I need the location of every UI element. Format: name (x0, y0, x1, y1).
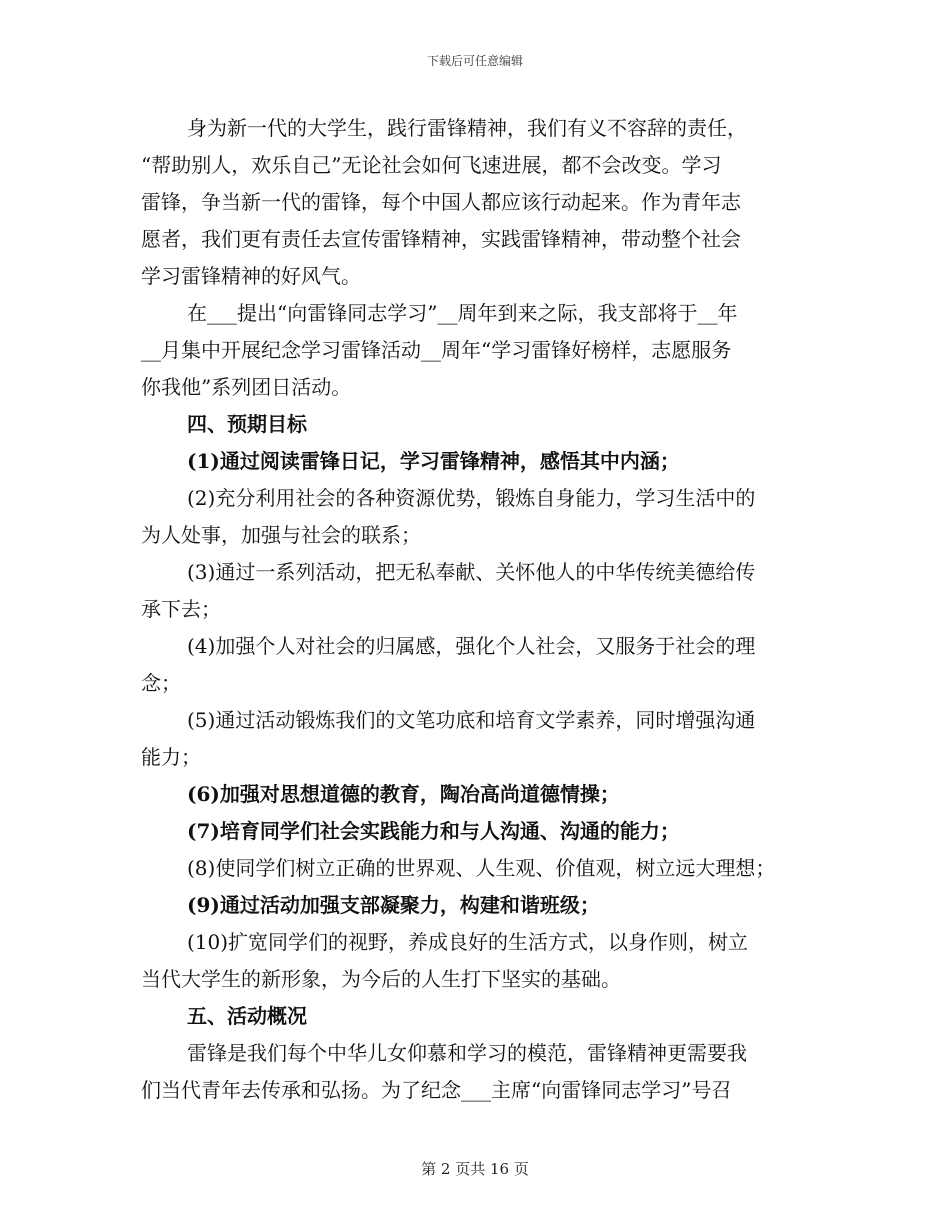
text-line: 身为新一代的大学生，践行雷锋精神，我们有义不容辞的责任， (187, 116, 747, 140)
text-line: 念； (141, 671, 181, 695)
text-line: (3)通过一系列活动，把无私奉献、关怀他人的中华传统美德给传 (187, 560, 756, 584)
section-line-bold: (7)培育同学们社会实践能力和与人沟通、沟通的能力； (187, 819, 680, 843)
text-line: 在___提出“向雷锋同志学习”__周年到来之际，我支部将于__年 (187, 301, 738, 325)
text-line: (4)加强个人对社会的归属感，强化个人社会，又服务于社会的理 (187, 634, 756, 658)
section-line-bold: (1)通过阅读雷锋日记，学习雷锋精神，感悟其中内涵； (187, 449, 680, 473)
text-line: 雷锋是我们每个中华儿女仰慕和学习的模范，雷锋精神更需要我 (187, 1041, 747, 1065)
text-line: __月集中开展纪念学习雷锋活动__周年“学习雷锋好榜样，志愿服务 (141, 338, 732, 362)
text-line: 愿者，我们更有责任去宣传雷锋精神，实践雷锋精神，带动整个社会 (141, 227, 741, 251)
text-line: 能力； (141, 745, 201, 769)
text-line: (8)使同学们树立正确的世界观、人生观、价值观，树立远大理想； (187, 856, 776, 880)
text-line: 雷锋，争当新一代的雷锋，每个中国人都应该行动起来。作为青年志 (141, 190, 741, 214)
text-line: “帮助别人，欢乐自己”无论社会如何飞速进展，都不会改变。学习 (141, 153, 722, 177)
section-line-bold: (9)通过活动加强支部凝聚力，构建和谐班级； (187, 893, 600, 917)
text-line: 你我他”系列团日活动。 (141, 375, 352, 399)
text-line: 们当代青年去传承和弘扬。为了纪念___主席“向雷锋同志学习”号召 (141, 1078, 732, 1102)
text-line: (2)充分利用社会的各种资源优势，锻炼自身能力，学习生活中的 (187, 486, 756, 510)
page-footer: 第 2 页共 16 页 (421, 1160, 529, 1178)
section-line-bold: 五、活动概况 (187, 1004, 307, 1028)
text-line: 为人处事，加强与社会的联系； (141, 523, 421, 547)
text-line: (5)通过活动锻炼我们的文笔功底和培育文学素养，同时增强沟通 (187, 708, 756, 732)
text-line: 当代大学生的新形象，为今后的人生打下坚实的基础。 (141, 967, 621, 991)
text-line: 承下去； (141, 597, 221, 621)
text-line: 学习雷锋精神的好风气。 (141, 264, 361, 288)
text-line: (10)扩宽同学们的视野，养成良好的生活方式，以身作则，树立 (187, 930, 749, 954)
section-line-bold: 四、预期目标 (187, 412, 307, 436)
section-line-bold: (6)加强对思想道德的教育，陶冶高尚道德情操； (187, 782, 620, 806)
document-body (141, 110, 821, 1109)
page-header: 下载后可任意编辑 (426, 54, 523, 68)
